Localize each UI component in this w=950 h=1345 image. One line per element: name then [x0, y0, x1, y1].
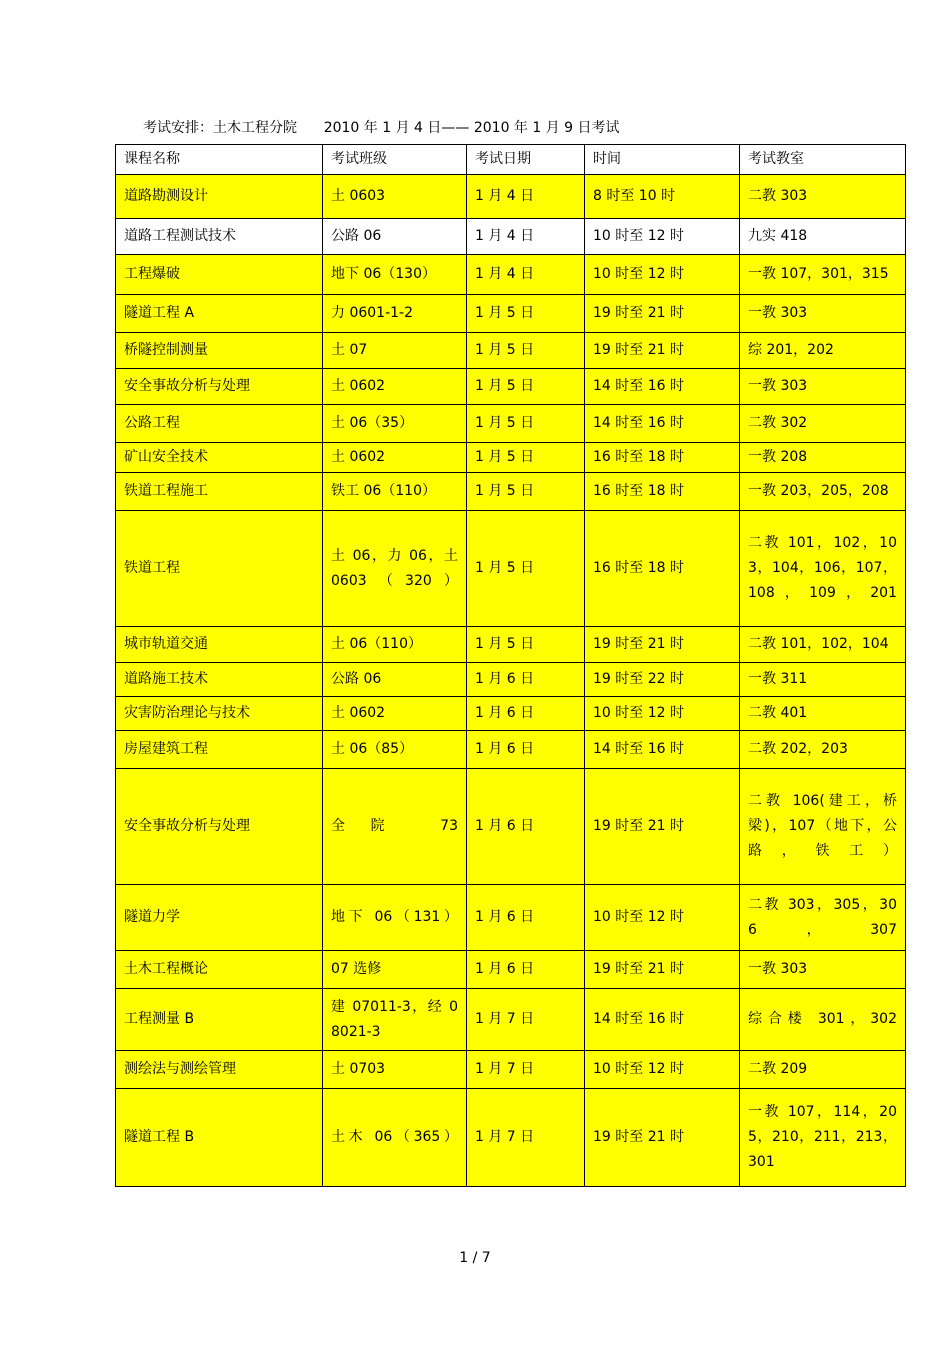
- cell-time: 19 时至 21 时: [585, 333, 740, 369]
- table-row: [116, 1051, 906, 1089]
- cell-course: 铁道工程: [116, 511, 323, 627]
- cell-time: 19 时至 21 时: [585, 769, 740, 885]
- cell-course: 城市轨道交通: [116, 627, 323, 663]
- header-course: 课程名称: [116, 145, 323, 175]
- cell-class: 地下 06（131）: [323, 885, 467, 951]
- cell-class: 土 0603: [323, 175, 467, 219]
- exam-schedule-table: [115, 144, 906, 1187]
- cell-class: 土 0703: [323, 1051, 467, 1089]
- cell-time: 16 时至 18 时: [585, 473, 740, 511]
- cell-course: 安全事故分析与处理: [116, 769, 323, 885]
- cell-room: 一教 303: [740, 295, 906, 333]
- table-row: [116, 627, 906, 663]
- cell-room: 二教 302: [740, 405, 906, 443]
- header-room: 考试教室: [740, 145, 906, 175]
- cell-course: 公路工程: [116, 405, 323, 443]
- cell-time: 10 时至 12 时: [585, 255, 740, 295]
- cell-class: 土 06（110）: [323, 627, 467, 663]
- cell-time: 8 时至 10 时: [585, 175, 740, 219]
- cell-class: 土 07: [323, 333, 467, 369]
- cell-course: 道路施工技术: [116, 663, 323, 697]
- cell-room: 一教 107，114，205，210，211，213，301: [740, 1089, 906, 1187]
- cell-class: 土 0602: [323, 443, 467, 473]
- cell-time: 19 时至 21 时: [585, 295, 740, 333]
- header-date: 考试日期: [467, 145, 585, 175]
- table-header-row: [116, 145, 906, 175]
- cell-time: 19 时至 21 时: [585, 951, 740, 989]
- cell-room: 综 201，202: [740, 333, 906, 369]
- table-row: [116, 511, 906, 627]
- cell-course: 工程测量 B: [116, 989, 323, 1051]
- cell-room: 二教 101，102，103，104，106，107，108，109，201: [740, 511, 906, 627]
- table-row: [116, 333, 906, 369]
- cell-room: 一教 303: [740, 951, 906, 989]
- cell-class: 铁工 06（110）: [323, 473, 467, 511]
- cell-course: 安全事故分析与处理: [116, 369, 323, 405]
- cell-date: 1 月 5 日: [467, 369, 585, 405]
- cell-date: 1 月 7 日: [467, 1051, 585, 1089]
- cell-date: 1 月 7 日: [467, 1089, 585, 1187]
- table-row: [116, 295, 906, 333]
- cell-time: 19 时至 21 时: [585, 1089, 740, 1187]
- cell-date: 1 月 6 日: [467, 697, 585, 731]
- page-title: 考试安排：土木工程分院 2010 年 1 月 4 日—— 2010 年 1 月 9 日考试: [143, 120, 620, 136]
- cell-class: 土 0602: [323, 369, 467, 405]
- table-row: [116, 1089, 906, 1187]
- table-body: [116, 175, 906, 1187]
- cell-room: 二教 106(建工，桥梁)，107（地下，公路，铁工）: [740, 769, 906, 885]
- cell-course: 土木工程概论: [116, 951, 323, 989]
- cell-time: 16 时至 18 时: [585, 443, 740, 473]
- cell-course: 房屋建筑工程: [116, 731, 323, 769]
- cell-room: 九实 418: [740, 219, 906, 255]
- cell-date: 1 月 6 日: [467, 951, 585, 989]
- cell-room: 一教 208: [740, 443, 906, 473]
- cell-course: 隧道工程 B: [116, 1089, 323, 1187]
- cell-class: 全院 73: [323, 769, 467, 885]
- table-row: [116, 175, 906, 219]
- header-time: 时间: [585, 145, 740, 175]
- cell-course: 灾害防治理论与技术: [116, 697, 323, 731]
- cell-time: 16 时至 18 时: [585, 511, 740, 627]
- cell-date: 1 月 5 日: [467, 295, 585, 333]
- cell-date: 1 月 7 日: [467, 989, 585, 1051]
- cell-course: 道路勘测设计: [116, 175, 323, 219]
- header-class: 考试班级: [323, 145, 467, 175]
- cell-date: 1 月 6 日: [467, 663, 585, 697]
- table-row: [116, 663, 906, 697]
- cell-time: 10 时至 12 时: [585, 219, 740, 255]
- table-row: [116, 255, 906, 295]
- cell-course: 矿山安全技术: [116, 443, 323, 473]
- cell-course: 隧道工程 A: [116, 295, 323, 333]
- page-number: 1 / 7: [459, 1250, 491, 1266]
- cell-class: 土 06（85）: [323, 731, 467, 769]
- cell-room: 一教 203，205，208: [740, 473, 906, 511]
- cell-time: 14 时至 16 时: [585, 731, 740, 769]
- cell-date: 1 月 4 日: [467, 219, 585, 255]
- cell-date: 1 月 5 日: [467, 443, 585, 473]
- table-row: [116, 219, 906, 255]
- cell-course: 隧道力学: [116, 885, 323, 951]
- cell-class: 土 0602: [323, 697, 467, 731]
- cell-course: 测绘法与测绘管理: [116, 1051, 323, 1089]
- cell-time: 14 时至 16 时: [585, 405, 740, 443]
- table-row: [116, 473, 906, 511]
- cell-time: 14 时至 16 时: [585, 989, 740, 1051]
- cell-course: 道路工程测试技术: [116, 219, 323, 255]
- cell-class: 土 06，力 06，土 0603（320）: [323, 511, 467, 627]
- cell-date: 1 月 6 日: [467, 769, 585, 885]
- table-row: [116, 697, 906, 731]
- cell-time: 14 时至 16 时: [585, 369, 740, 405]
- cell-date: 1 月 4 日: [467, 175, 585, 219]
- cell-course: 铁道工程施工: [116, 473, 323, 511]
- cell-class: 公路 06: [323, 219, 467, 255]
- cell-room: 二教 202，203: [740, 731, 906, 769]
- cell-time: 19 时至 21 时: [585, 627, 740, 663]
- cell-class: 土 06（35）: [323, 405, 467, 443]
- cell-class: 地下 06（130）: [323, 255, 467, 295]
- cell-class: 建 07011-3，经 08021-3: [323, 989, 467, 1051]
- cell-date: 1 月 6 日: [467, 885, 585, 951]
- cell-course: 桥隧控制测量: [116, 333, 323, 369]
- cell-date: 1 月 5 日: [467, 333, 585, 369]
- cell-room: 综合楼 301，302: [740, 989, 906, 1051]
- table-row: [116, 989, 906, 1051]
- cell-time: 10 时至 12 时: [585, 697, 740, 731]
- cell-date: 1 月 6 日: [467, 731, 585, 769]
- cell-time: 10 时至 12 时: [585, 885, 740, 951]
- table-row: [116, 405, 906, 443]
- table-row: [116, 443, 906, 473]
- cell-date: 1 月 5 日: [467, 405, 585, 443]
- cell-date: 1 月 5 日: [467, 511, 585, 627]
- cell-class: 公路 06: [323, 663, 467, 697]
- cell-room: 一教 303: [740, 369, 906, 405]
- cell-room: 一教 107，301，315: [740, 255, 906, 295]
- cell-time: 19 时至 22 时: [585, 663, 740, 697]
- table-row: [116, 369, 906, 405]
- cell-room: 二教 303: [740, 175, 906, 219]
- cell-room: 二教 401: [740, 697, 906, 731]
- table-row: [116, 885, 906, 951]
- cell-room: 二教 303，305，306，307: [740, 885, 906, 951]
- table-row: [116, 951, 906, 989]
- cell-room: 二教 209: [740, 1051, 906, 1089]
- cell-class: 07 选修: [323, 951, 467, 989]
- cell-date: 1 月 5 日: [467, 627, 585, 663]
- cell-date: 1 月 5 日: [467, 473, 585, 511]
- cell-class: 力 0601-1-2: [323, 295, 467, 333]
- cell-course: 工程爆破: [116, 255, 323, 295]
- table-row: [116, 769, 906, 885]
- cell-room: 二教 101，102，104: [740, 627, 906, 663]
- cell-date: 1 月 4 日: [467, 255, 585, 295]
- table-row: [116, 731, 906, 769]
- cell-time: 10 时至 12 时: [585, 1051, 740, 1089]
- cell-class: 土木 06（365）: [323, 1089, 467, 1187]
- cell-room: 一教 311: [740, 663, 906, 697]
